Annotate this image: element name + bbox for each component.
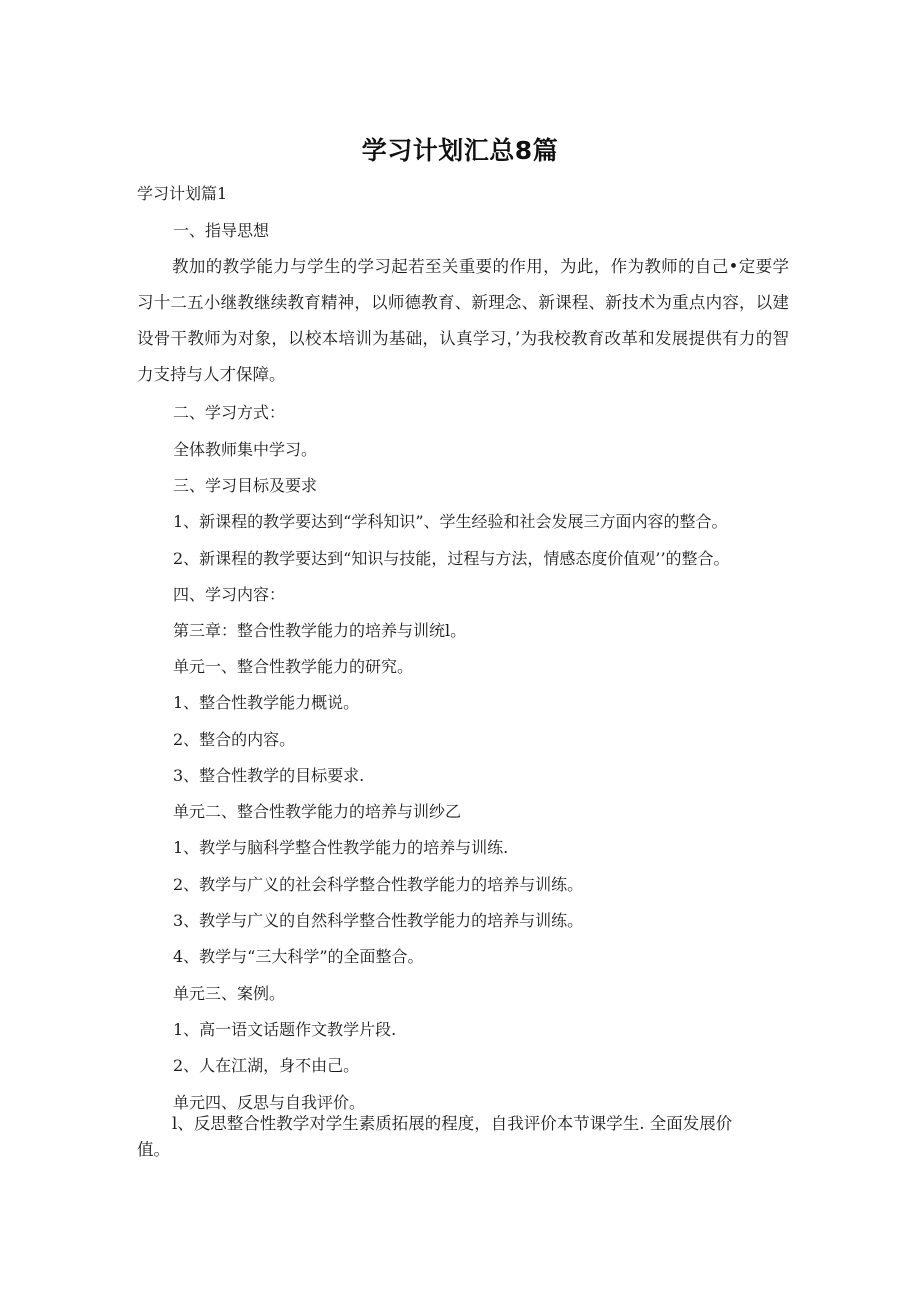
heading-study-content: 四、学习内容：: [173, 585, 286, 604]
chapter-title: 第三章：整合性教学能力的培养与训统l。: [173, 621, 467, 640]
heading-study-goals: 三、学习目标及要求: [173, 476, 318, 495]
list-item: 2、教学与广义的社会科学整合性教学能力的培养与训练。: [173, 875, 584, 894]
list-item: 3、教学与广义的自然科学整合性教学能力的培养与训练。: [173, 911, 584, 930]
heading-guiding-thought: 一、指导思想: [173, 221, 270, 240]
heading-study-method: 二、学习方式：: [173, 403, 286, 422]
list-item: 1、整合性教学能力概说。: [173, 693, 360, 712]
unit-title: 单元一、整合性教学能力的研究。: [173, 657, 414, 676]
list-item: 1、高一语文话题作文教学片段.: [173, 1020, 397, 1039]
study-method-text: 全体教师集中学习。: [173, 440, 318, 459]
list-item: 3、整合性教学的目标要求.: [173, 766, 365, 785]
guiding-thought-paragraph: 教加的教学能力与学生的学习起若至关重要的作用，为此，作为教师的自己•定要学习十二五小继教继续教育精神，以师德教育、新理念、新课程、新技术为重点内容，以建设骨干教师为对象，以校本培训为基础，认真学习，’为我校教育改革和发展提供有力的智力支持与人才保障。: [137, 257, 789, 384]
unit-title: 单元三、案例。: [173, 984, 286, 1003]
goal-item: 1、新课程的教学要达到“学科知识”、学生经验和社会发展三方面内容的整合。: [173, 512, 728, 531]
reflection-paragraph: l、反思整合性教学对学生素质拓展的程度，自我评价本节课学生. 全面发展价值。: [137, 1114, 733, 1159]
list-item: 2、整合的内容。: [173, 730, 296, 749]
section-heading: 学习计划篇1: [137, 184, 228, 203]
unit-title: 单元二、整合性教学能力的培养与训纱乙: [173, 802, 462, 821]
document-title: 学习计划汇总8篇: [361, 136, 559, 165]
goal-item: 2、新课程的教学要达到“知识与技能，过程与方法，情感态度价值观’’的整合。: [173, 549, 730, 568]
list-item: 1、教学与脑科学整合性教学能力的培养与训练.: [173, 838, 509, 857]
list-item: 4、教学与“三大科学”的全面整合。: [173, 947, 424, 966]
list-item: 2、人在江湖，身不由己。: [173, 1056, 360, 1075]
unit-title: 单元四、反思与自我评价。: [173, 1093, 366, 1112]
